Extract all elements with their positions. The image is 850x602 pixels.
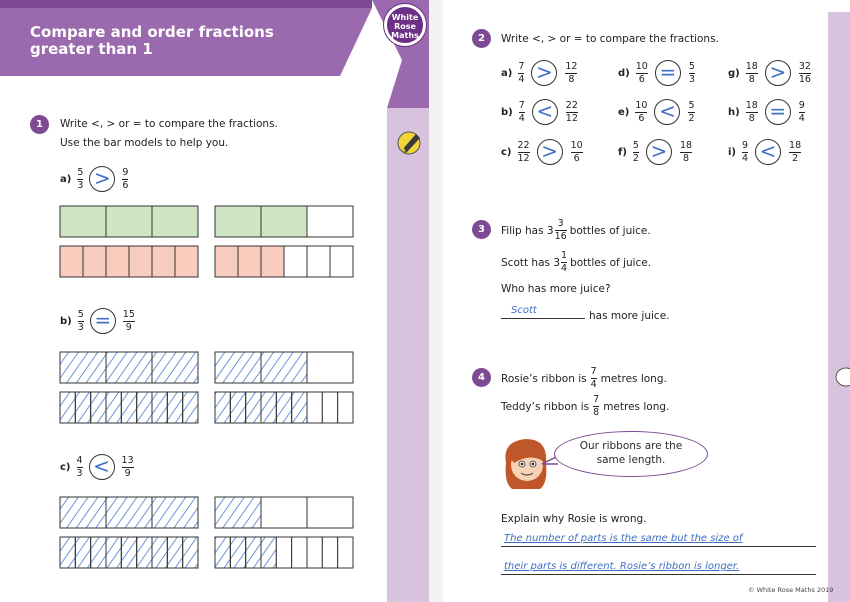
- copyright-footer: © White Rose Maths 2019: [748, 586, 834, 594]
- q2-right-fraction: $\frac{32}{16}$: [798, 60, 811, 85]
- q2-left-fraction: $\frac{9}{4}$: [742, 139, 749, 164]
- q1a-label: a): [60, 173, 72, 185]
- side-strip-left: [387, 108, 429, 602]
- q4-teddy-line: Teddy’s ribbon is $\frac{7}{8}$ metres long.: [501, 394, 670, 418]
- q2-item-label: d): [618, 67, 630, 79]
- q1c-left-fraction: $\frac{4}{3}$: [76, 454, 83, 479]
- q2-item-label: e): [618, 106, 630, 118]
- q2-item-label: c): [501, 146, 512, 158]
- q3-answer-suffix: has more juice.: [589, 310, 670, 322]
- q1-part-a: [60, 166, 128, 192]
- q2-item-label: a): [501, 67, 513, 79]
- q2-item-label: i): [728, 146, 736, 158]
- question-4-number: 4: [472, 368, 491, 387]
- q2-answer-circle[interactable]: >: [531, 60, 557, 86]
- q2-item: [618, 99, 695, 125]
- page-gutter: [429, 0, 443, 602]
- q2-answer-circle[interactable]: <: [532, 99, 558, 125]
- q2-item: [618, 139, 692, 165]
- side-strip-right: [828, 12, 850, 602]
- q2-item: [728, 99, 805, 125]
- q2-answer-circle[interactable]: >: [646, 139, 672, 165]
- q2-item: [501, 139, 583, 165]
- speech-bubble: Our ribbons are the same length.: [554, 431, 708, 477]
- q2-item: [501, 60, 577, 86]
- q1b-bar-models: [59, 351, 355, 425]
- q1-instruction: Write <, > or = to compare the fractions.: [60, 118, 278, 130]
- q2-right-fraction: $\frac{9}{4}$: [798, 99, 805, 124]
- q1b-right-fraction: $\frac{15}{9}$: [122, 308, 135, 333]
- white-rose-maths-logo: White Rose Maths: [384, 4, 426, 46]
- q1a-bar-models: [59, 205, 355, 279]
- q2-answer-circle[interactable]: >: [537, 139, 563, 165]
- q2-right-fraction: $\frac{5}{2}$: [688, 99, 695, 124]
- q2-item-label: b): [501, 106, 513, 118]
- q1a-right-fraction: $\frac{9}{6}$: [122, 166, 129, 191]
- q2-item-label: g): [728, 67, 740, 79]
- question-1-number: 1: [30, 115, 49, 134]
- q4-rosie-line: Rosie’s ribbon is $\frac{7}{4}$ metres long.: [501, 366, 667, 390]
- q2-item: [618, 60, 695, 86]
- q1a-answer-circle[interactable]: >: [89, 166, 115, 192]
- q2-item: [728, 60, 811, 86]
- q2-left-fraction: $\frac{18}{8}$: [745, 60, 758, 85]
- q2-answer-circle[interactable]: <: [654, 99, 680, 125]
- page-title: Compare and order fractions greater than 1: [30, 23, 274, 58]
- q2-right-fraction: $\frac{18}{2}$: [789, 139, 802, 164]
- question-2-number: 2: [472, 29, 491, 48]
- q1b-answer-circle[interactable]: =: [90, 308, 116, 334]
- question-3-number: 3: [472, 220, 491, 239]
- q3-scott-line: Scott has 3 $\frac{1}{4}$ bottles of juice.: [501, 250, 652, 274]
- q4-answer-line-1[interactable]: The number of parts is the same but the size of: [501, 531, 816, 547]
- q2-item: [501, 99, 578, 125]
- q1c-right-fraction: $\frac{13}{9}$: [121, 454, 134, 479]
- q2-left-fraction: $\frac{10}{6}$: [635, 99, 648, 124]
- q1a-left-fraction: $\frac{5}{3}$: [77, 166, 84, 191]
- q2-right-fraction: $\frac{5}{3}$: [688, 60, 695, 85]
- q3-question: Who has more juice?: [501, 283, 611, 295]
- q2-right-fraction: $\frac{18}{8}$: [679, 139, 693, 164]
- q1c-answer-circle[interactable]: <: [89, 454, 115, 480]
- q2-item-label: f): [618, 146, 627, 158]
- q4-prompt: Explain why Rosie is wrong.: [501, 513, 647, 525]
- q1c-label: c): [60, 461, 71, 473]
- q2-item: [728, 139, 801, 165]
- q2-left-fraction: $\frac{7}{4}$: [518, 60, 525, 85]
- q1c-bar-models: [59, 496, 355, 570]
- q1-part-c: [60, 454, 134, 480]
- q1b-left-fraction: $\frac{5}{3}$: [77, 308, 84, 333]
- q1-hint: Use the bar models to help you.: [60, 137, 229, 149]
- q2-left-fraction: $\frac{7}{4}$: [518, 99, 525, 124]
- q4-answer-line-2[interactable]: their parts is different. Rosie’s ribbon is longer.: [501, 559, 816, 575]
- q2-right-fraction: $\frac{12}{8}$: [565, 60, 578, 85]
- q1b-label: b): [60, 315, 72, 327]
- q2-answer-circle[interactable]: =: [655, 60, 681, 86]
- q2-right-fraction: $\frac{22}{12}$: [565, 99, 578, 124]
- q2-instruction: Write <, > or = to compare the fractions.: [501, 33, 719, 45]
- q1-part-b: [60, 308, 135, 334]
- q2-left-fraction: $\frac{5}{2}$: [632, 139, 639, 164]
- q2-item-label: h): [728, 106, 740, 118]
- q3-filip-line: Filip has 3 $\frac{3}{16}$ bottles of juice.: [501, 218, 651, 242]
- q2-left-fraction: $\frac{10}{6}$: [635, 60, 648, 85]
- partial-icon-right-edge: [834, 366, 850, 388]
- q2-answer-circle[interactable]: =: [765, 99, 791, 125]
- q2-answer-circle[interactable]: >: [765, 60, 791, 86]
- q2-left-fraction: $\frac{22}{12}$: [517, 139, 530, 164]
- q2-right-fraction: $\frac{10}{6}$: [570, 139, 583, 164]
- pencil-icon: [396, 128, 424, 156]
- q2-answer-circle[interactable]: <: [755, 139, 781, 165]
- q2-left-fraction: $\frac{18}{8}$: [745, 99, 758, 124]
- q3-answer-field[interactable]: Scott: [501, 305, 585, 319]
